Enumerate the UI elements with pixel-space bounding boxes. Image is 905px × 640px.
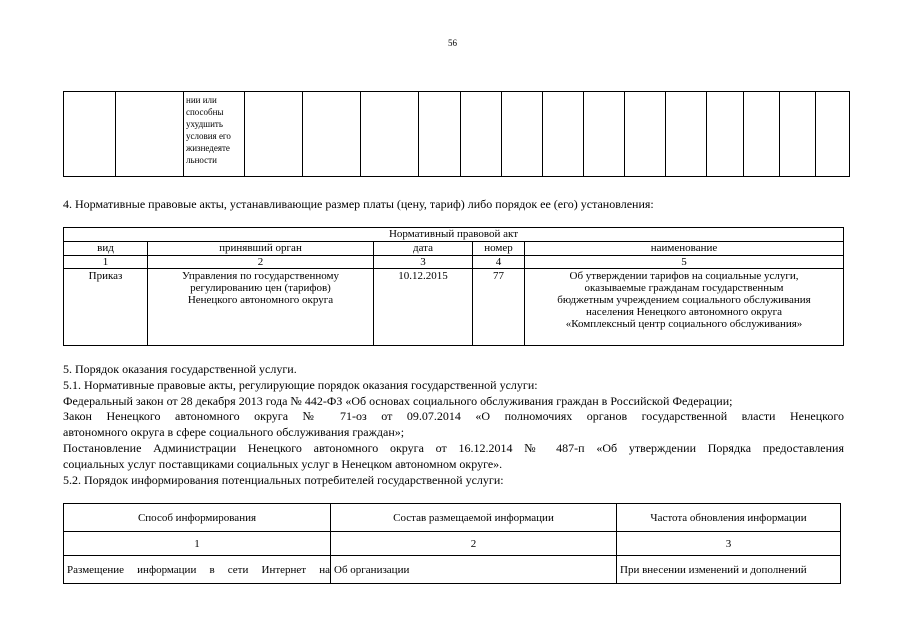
act-type: Приказ xyxy=(64,269,148,346)
column-number: 2 xyxy=(148,256,374,269)
fragment-line: условия его xyxy=(186,131,231,141)
condition-fragment-cell xyxy=(184,92,245,177)
table-cell xyxy=(303,92,361,177)
table-cell xyxy=(502,92,543,177)
table-cell xyxy=(543,92,584,177)
fragment-line: нии или xyxy=(186,95,217,105)
table-row xyxy=(64,556,841,584)
table-cell xyxy=(816,92,850,177)
section-5 xyxy=(63,362,844,488)
table-cell xyxy=(744,92,780,177)
act-authority xyxy=(148,269,374,346)
fragment-line: ухудшить xyxy=(186,119,223,129)
column-number: 5 xyxy=(525,256,844,269)
section-4-heading: 4. Нормативные правовые акты, устанавливающие размер платы (цену, тариф) либо порядок ее (его) установления: xyxy=(63,197,654,211)
table-cell xyxy=(64,92,116,177)
resolution-line: Постановление Администрации Ненецкого автономного округа от 16.12.2014 № 487-п «Об утверждении Порядка предоставления xyxy=(63,440,844,455)
fragment-line: способны xyxy=(186,107,224,117)
table-cell xyxy=(780,92,816,177)
column-number: 3 xyxy=(617,532,841,556)
title-line: населения Ненецкого автономного округа xyxy=(586,306,782,318)
column-number: 4 xyxy=(473,256,525,269)
authority-line: Ненецкого автономного округа xyxy=(187,294,334,306)
section-5-1-heading: 5.1. Нормативные правовые акты, регулирующие порядок оказания государственной услуги: xyxy=(63,377,538,392)
table-cell xyxy=(245,92,303,177)
regional-law-line: Закон Ненецкого автономного округа № 71-оз от 09.07.2014 «О полномочиях органов государственной власти Ненецкого xyxy=(63,409,844,424)
column-header: Состав размещаемой информации xyxy=(331,504,617,532)
act-number: 77 xyxy=(473,269,525,346)
title-line: «Комплексный центр социального обслуживания» xyxy=(565,318,803,330)
table-cell xyxy=(584,92,625,177)
fragment-line: льности xyxy=(186,155,217,165)
authority-line: регулированию цен (тарифов) xyxy=(190,282,331,294)
column-header: Частота обновления информации xyxy=(617,504,841,532)
column-number: 2 xyxy=(331,532,617,556)
table-row xyxy=(64,269,844,346)
act-date: 10.12.2015 xyxy=(374,269,473,346)
normative-acts-table xyxy=(63,227,844,346)
table-cell xyxy=(707,92,744,177)
page-number: 56 xyxy=(448,38,457,48)
information-table xyxy=(63,503,841,584)
table-cell xyxy=(461,92,502,177)
info-frequency: При внесении изменений и дополнений xyxy=(617,556,841,584)
title-line: оказываемые гражданам государственным xyxy=(584,282,784,294)
section-5-heading: 5. Порядок оказания государственной услуги. xyxy=(63,362,297,376)
column-header: наименование xyxy=(525,242,844,256)
section-5-2-heading: 5.2. Порядок информирования потенциальных потребителей государственной услуги: xyxy=(63,472,504,487)
table-cell xyxy=(666,92,707,177)
resolution-line: социальных услуг поставщиками социальных услуг в Ненецком автономном округе». xyxy=(63,456,503,471)
group-header: Нормативный правовой акт xyxy=(64,228,844,242)
column-number: 1 xyxy=(64,256,148,269)
column-number: 1 xyxy=(64,532,331,556)
column-header: вид xyxy=(64,242,148,256)
regional-law-line: автономного округа в сфере социального обслуживания граждан»; xyxy=(63,425,405,440)
column-number: 3 xyxy=(374,256,473,269)
column-header: номер xyxy=(473,242,525,256)
authority-line: Управления по государственному xyxy=(182,270,339,282)
column-header: Способ информирования xyxy=(64,504,331,532)
title-line: бюджетным учреждением социального обслуживания xyxy=(557,294,811,306)
info-method: Размещение информации в сети Интернет на xyxy=(64,556,331,584)
fragment-line: жизнедеяте xyxy=(186,143,230,153)
table-cell xyxy=(361,92,419,177)
federal-law: Федеральный закон от 28 декабря 2013 года № 442-ФЗ «Об основах социального обслуживания граждан в Российской Федерации; xyxy=(63,393,733,408)
table-cell xyxy=(625,92,666,177)
column-header: дата xyxy=(374,242,473,256)
continuation-table xyxy=(63,91,850,177)
title-line: Об утверждении тарифов на социальные услуги, xyxy=(569,270,799,282)
table-cell xyxy=(116,92,184,177)
info-content: Об организации xyxy=(331,556,617,584)
column-header: принявший орган xyxy=(148,242,374,256)
act-title xyxy=(525,269,844,346)
table-cell xyxy=(419,92,461,177)
